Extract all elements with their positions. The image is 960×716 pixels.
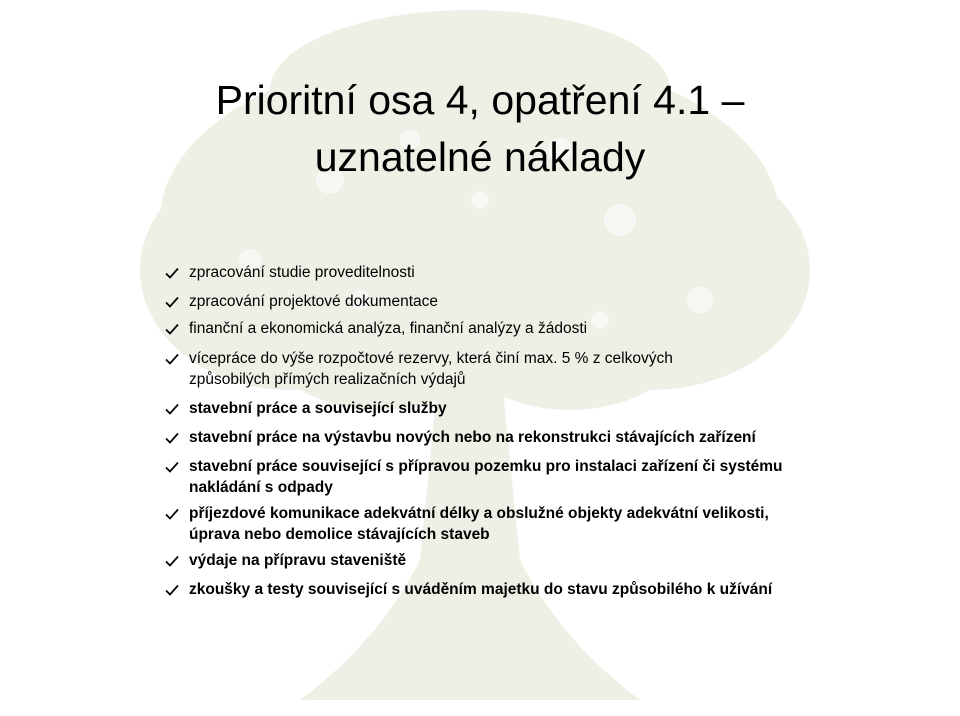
checkmark-icon <box>164 402 180 416</box>
list-item-text: stavební práce a související služby <box>189 400 447 417</box>
checkmark-icon <box>164 507 180 521</box>
checkmark-icon <box>164 322 180 336</box>
title-line-2: uznatelné náklady <box>314 134 646 180</box>
checkmark-icon <box>164 352 180 366</box>
list-item-text: finanční a ekonomická analýza, finanční analýzy a žádosti <box>189 320 588 337</box>
list-item <box>164 398 447 419</box>
list-item-line-2: způsobilých přímých realizačních výdajů <box>189 371 466 388</box>
list-item <box>164 456 783 498</box>
list-item-text: zpracování projektové dokumentace <box>189 293 439 310</box>
list-item-line-1: stavební práce související s přípravou pozemku pro instalaci zařízení či systému <box>189 458 783 475</box>
list-item-text: zpracování studie proveditelnosti <box>189 264 415 281</box>
list-item-line-2: nakládání s odpady <box>189 479 333 496</box>
list-item <box>164 550 406 571</box>
checkmark-icon <box>164 431 180 445</box>
checkmark-icon <box>164 583 180 597</box>
list-item-text: výdaje na přípravu staveniště <box>189 552 407 569</box>
title-line-1: Prioritní osa 4, opatření 4.1 – <box>215 77 745 123</box>
checkmark-icon <box>164 554 180 568</box>
checkmark-icon <box>164 460 180 474</box>
slide-title <box>150 72 810 186</box>
list-item-line-1: příjezdové komunikace adekvátní délky a obslužné objekty adekvátní velikosti, <box>189 505 769 522</box>
list-item <box>164 427 756 448</box>
list-item <box>164 348 673 390</box>
list-item <box>164 262 415 283</box>
list-item-line-2: úprava nebo demolice stávajících staveb <box>189 526 490 543</box>
list-item-text: stavební práce na výstavbu nových nebo na rekonstrukci stávajících zařízení <box>189 429 756 446</box>
list-item-line-1: vícepráce do výše rozpočtové rezervy, která činí max. 5 % z celkových <box>189 350 673 367</box>
list-item <box>164 291 438 312</box>
list-item <box>164 579 772 600</box>
checkmark-icon <box>164 266 180 280</box>
list-item <box>164 318 587 339</box>
list-item <box>164 503 769 545</box>
list-item-text: zkoušky a testy související s uváděním majetku do stavu způsobilého k užívání <box>189 581 773 598</box>
checkmark-icon <box>164 295 180 309</box>
